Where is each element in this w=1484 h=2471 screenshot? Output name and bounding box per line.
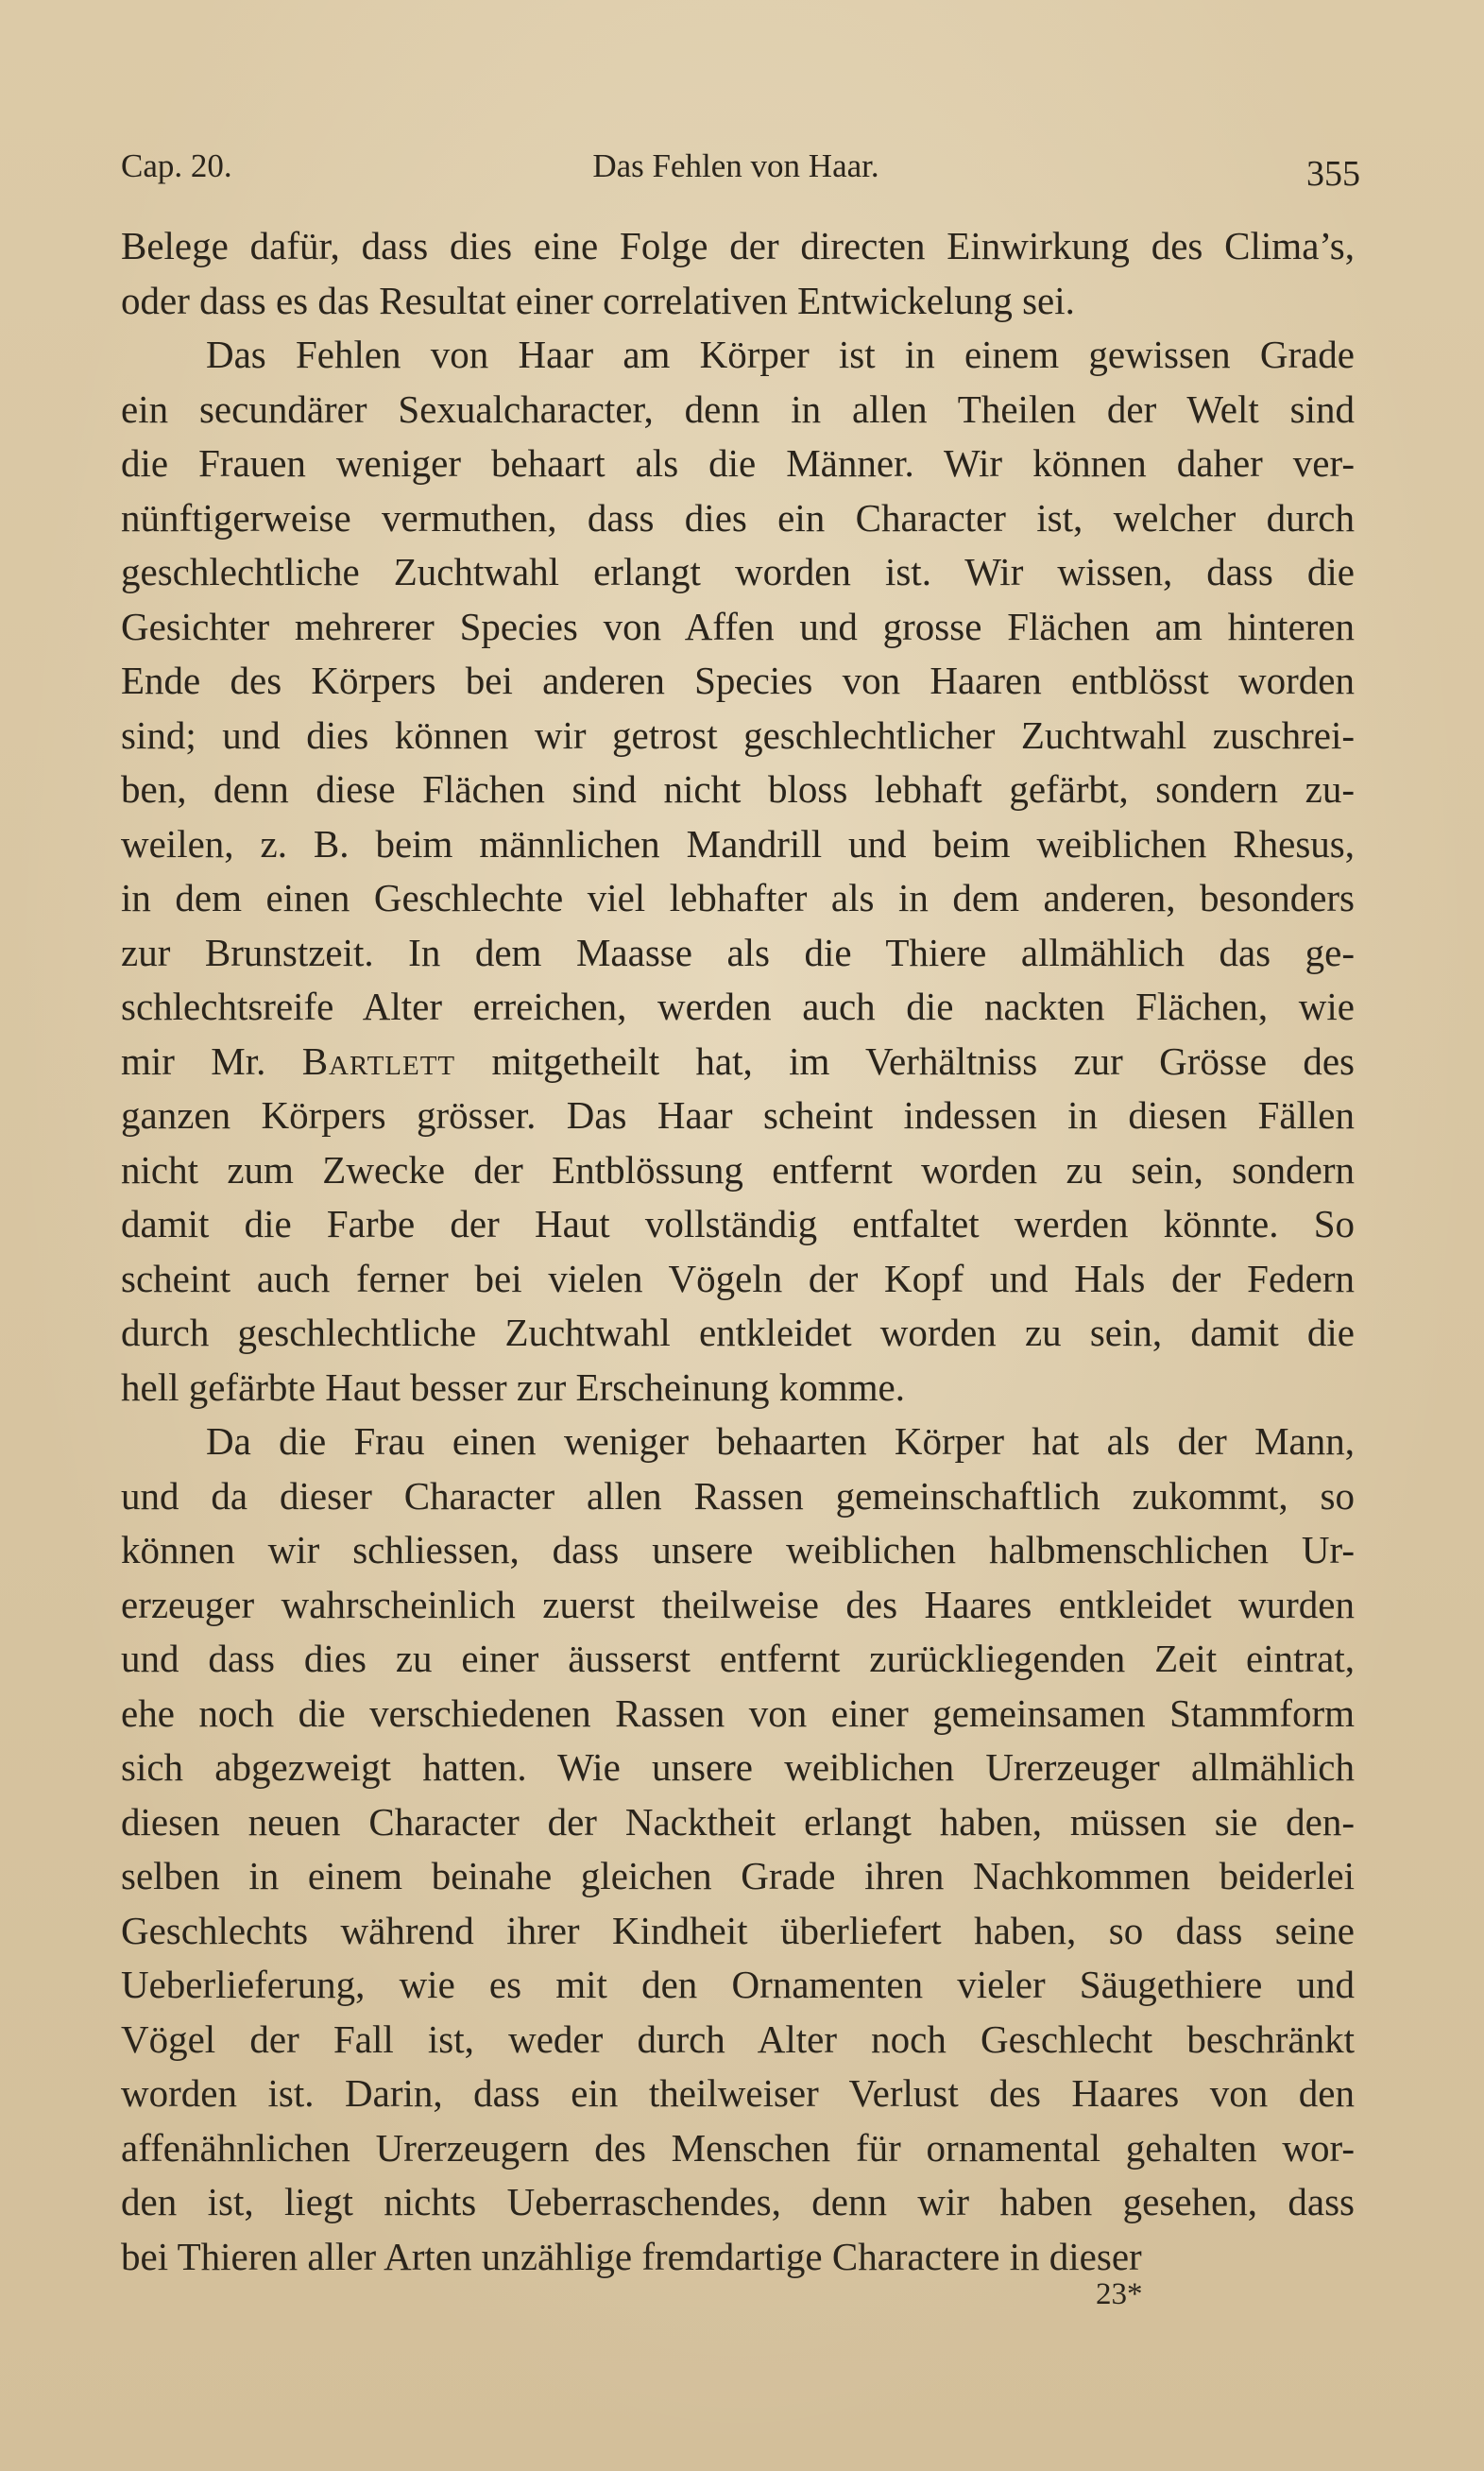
text-line: Da die Frau einen weniger behaarten Körper hat als der Mann, [206,1419,1355,1463]
text-line: schlechtsreife Alter erreichen, werden auch die nackten Flächen, wie [121,985,1355,1028]
text-line: geschlechtliche Zuchtwahl erlangt worden ist. Wir wissen, dass die [121,550,1355,593]
text-line: können wir schliessen, dass unsere weiblichen halbmenschlichen Ur- [121,1528,1355,1571]
text-line: ein secundärer Sexualcharacter, denn in allen Theilen der Welt sind [121,386,1355,431]
text-line: mir Mr. Bartlett mitgetheilt hat, im Verhältniss zur Grösse des [121,1038,1355,1083]
text-line: weilen, z. B. beim männlichen Mandrill und beim weiblichen Rhesus, [121,821,1355,866]
text-line: scheint auch ferner bei vielen Vögeln der Kopf und Hals der Federn [121,1256,1355,1300]
text-line: Belege dafür, dass dies eine Folge der directen Einwirkung des Clima’s, [121,224,1355,267]
text-line: affenähnlichen Urerzeugern des Menschen für ornamental gehalten wor- [121,2125,1355,2170]
author-name: Bartlett [301,1038,456,1083]
text-line: in dem einen Geschlechte viel lebhafter als in dem anderen, besonders [121,876,1355,919]
running-head [121,138,1360,195]
paragraph [121,219,1355,328]
text-line: nicht zum Zwecke der Entblössung entfernt worden zu sein, sondern [121,1147,1355,1192]
text-line: Das Fehlen von Haar am Körper ist in einem gewissen Grade [206,333,1355,376]
text-line: sich abgezweigt hatten. Wie unsere weiblichen Urerzeuger allmählich [121,1745,1355,1789]
page-number: 355 [1306,154,1360,194]
text-line: Geschlechts während ihrer Kindheit überliefert haben, so dass seine [121,1908,1355,1952]
text-line: Vögel der Fall ist, weder durch Alter noch Geschlecht beschränkt [121,2016,1355,2061]
signature-mark: 23* [1096,2277,1143,2311]
text-line: erzeuger wahrscheinlich zuerst theilweise des Haares entkleidet wurden [121,1582,1355,1626]
text-line: worden ist. Darin, dass ein theilweiser Verlust des Haares von den [121,2071,1355,2115]
paragraph [121,1415,1355,2284]
paragraph [121,328,1355,1415]
text-line: Gesichter mehrerer Species von Affen und grosse Flächen am hinteren [121,604,1355,648]
text-line: selben in einem beinahe gleichen Grade ihren Nachkommen beiderlei [121,1854,1355,1897]
text-line: sind; und dies können wir getrost geschlechtlicher Zuchtwahl zuschrei- [121,712,1355,757]
text-line: Ueberlieferung, wie es mit den Ornamenten vieler Säugethiere und [121,1963,1355,2006]
text-line: bei Thieren aller Arten unzählige fremdartige Charactere in dieser [121,2234,1142,2278]
body-text [121,219,1355,2284]
text-line: zur Brunstzeit. In dem Maasse als die Thiere allmählich das ge- [121,930,1355,974]
text-line: hell gefärbte Haut besser zur Erscheinung komme. [121,1364,905,1409]
text-line: und da dieser Character allen Rassen gemeinschaftlich zukommt, so [121,1473,1355,1518]
text-line: und dass dies zu einer äusserst entfernt zurückliegenden Zeit eintrat, [121,1637,1355,1680]
text-line: damit die Farbe der Haut vollständig entfaltet werden könnte. So [121,1202,1355,1245]
text-line: ganzen Körpers grösser. Das Haar scheint indessen in diesen Fällen [121,1093,1355,1137]
text-line: Ende des Körpers bei anderen Species von Haaren entblösst worden [121,659,1355,702]
text-line: ehe noch die verschiedenen Rassen von einer gemeinsamen Stammform [121,1690,1355,1735]
running-title: Das Fehlen von Haar. [592,147,879,184]
chapter-label: Cap. 20. [121,147,232,184]
text-line: oder dass es das Resultat einer correlativen Entwickelung sei. [121,278,1075,322]
text-line: nünftigerweise vermuthen, dass dies ein Character ist, welcher durch [121,495,1355,540]
text-line: den ist, liegt nichts Ueberraschendes, denn wir haben gesehen, dass [121,2180,1355,2223]
text-line: die Frauen weniger behaart als die Männer. Wir können daher ver- [121,441,1355,485]
text-line: durch geschlechtliche Zuchtwahl entkleidet worden zu sein, damit die [121,1311,1355,1354]
text-line: ben, denn diese Flächen sind nicht bloss lebhaft gefärbt, sondern zu- [121,767,1355,811]
text-line: diesen neuen Character der Nacktheit erlangt haben, müssen sie den- [121,1799,1355,1844]
